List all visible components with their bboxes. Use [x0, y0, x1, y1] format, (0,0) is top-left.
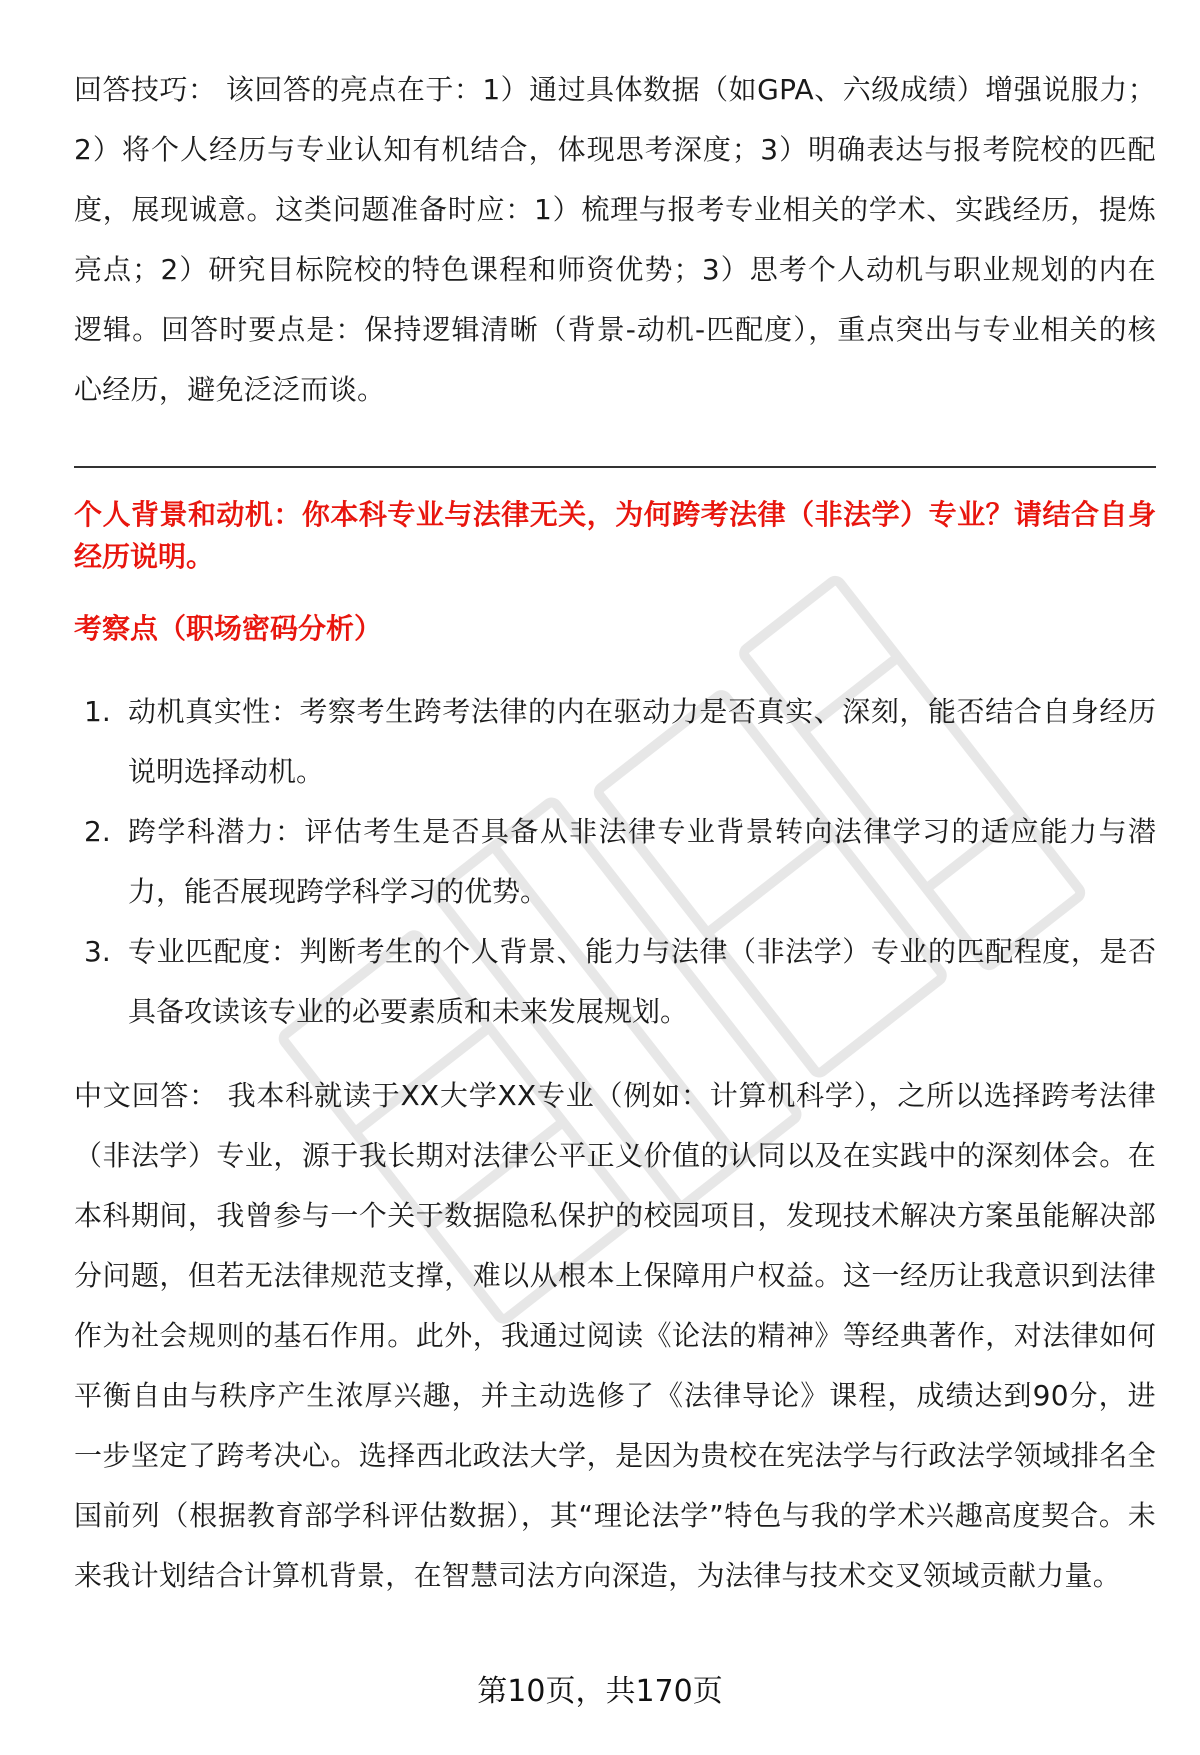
list-item-number: 1. — [84, 695, 111, 728]
answer-paragraph: 中文回答： 我本科就读于XX大学XX专业（例如：计算机科学），之所以选择跨考法律（非法学）专业，源于我长期对法律公平正义价值的认同以及在实践中的深刻体会。在本科期间，我曾参与一个关于数据隐私保护的校园项目，发现技术解决方案虽能解决部分问题，但若无法律规范支撑，难以从根本上保障用户权益。这一经历让我意识到法律作为社会规则的基石作用。此外，我通过阅读《论法的精神》等经典著作，对法律如何平衡自由与秩序产生浓厚兴趣，并主动选修了《法律导论》课程，成绩达到90分，进一步坚定了跨考决心。选择西北政法大学，是因为贵校在宪法学与行政法学领域排名全国前列（根据教育部学科评估数据），其“理论法学”特色与我的学术兴趣高度契合。未来我计划结合计算机背景，在智慧司法方向深造，为法律与技术交叉领域贡献力量。 — [74, 1079, 1156, 1592]
page-number: 第10页，共170页 — [477, 1674, 723, 1709]
list-item-text: 跨学科潜力：评估考生是否具备从非法律专业背景转向法律学习的适应能力与潜力，能否展现跨学科学习的优势。 — [128, 815, 1156, 908]
list-item-text: 专业匹配度：判断考生的个人背景、能力与法律（非法学）专业的匹配程度，是否具备攻读该专业的必要素质和未来发展规划。 — [128, 935, 1156, 1028]
question-heading: 个人背景和动机：你本科专业与法律无关，为何跨考法律（非法学）专业？请结合自身经历说明。 — [74, 498, 1156, 573]
section-divider — [74, 466, 1156, 468]
list-item-text: 动机真实性：考察考生跨考法律的内在驱动力是否真实、深刻，能否结合自身经历说明选择动机。 — [128, 695, 1156, 788]
list-item — [74, 802, 1156, 922]
section-title: 考察点（职场密码分析） — [74, 612, 383, 645]
list-item — [74, 682, 1156, 802]
list-item — [74, 922, 1156, 1042]
answer-section — [74, 1066, 1156, 1606]
list-item-number: 2. — [84, 815, 111, 848]
assessment-points-list — [74, 682, 1156, 1042]
list-item-number: 3. — [84, 935, 111, 968]
tips-section — [74, 60, 1156, 420]
tips-paragraph: 回答技巧： 该回答的亮点在于：1）通过具体数据（如GPA、六级成绩）增强说服力；2）将个人经历与专业认知有机结合，体现思考深度；3）明确表达与报考院校的匹配度，展现诚意。这类问题准备时应：1）梳理与报考专业相关的学术、实践经历，提炼亮点；2）研究目标院校的特色课程和师资优势；3）思考个人动机与职业规划的内在逻辑。回答时要点是：保持逻辑清晰（背景-动机-匹配度），重点突出与专业相关的核心经历，避免泛泛而谈。 — [74, 73, 1156, 406]
